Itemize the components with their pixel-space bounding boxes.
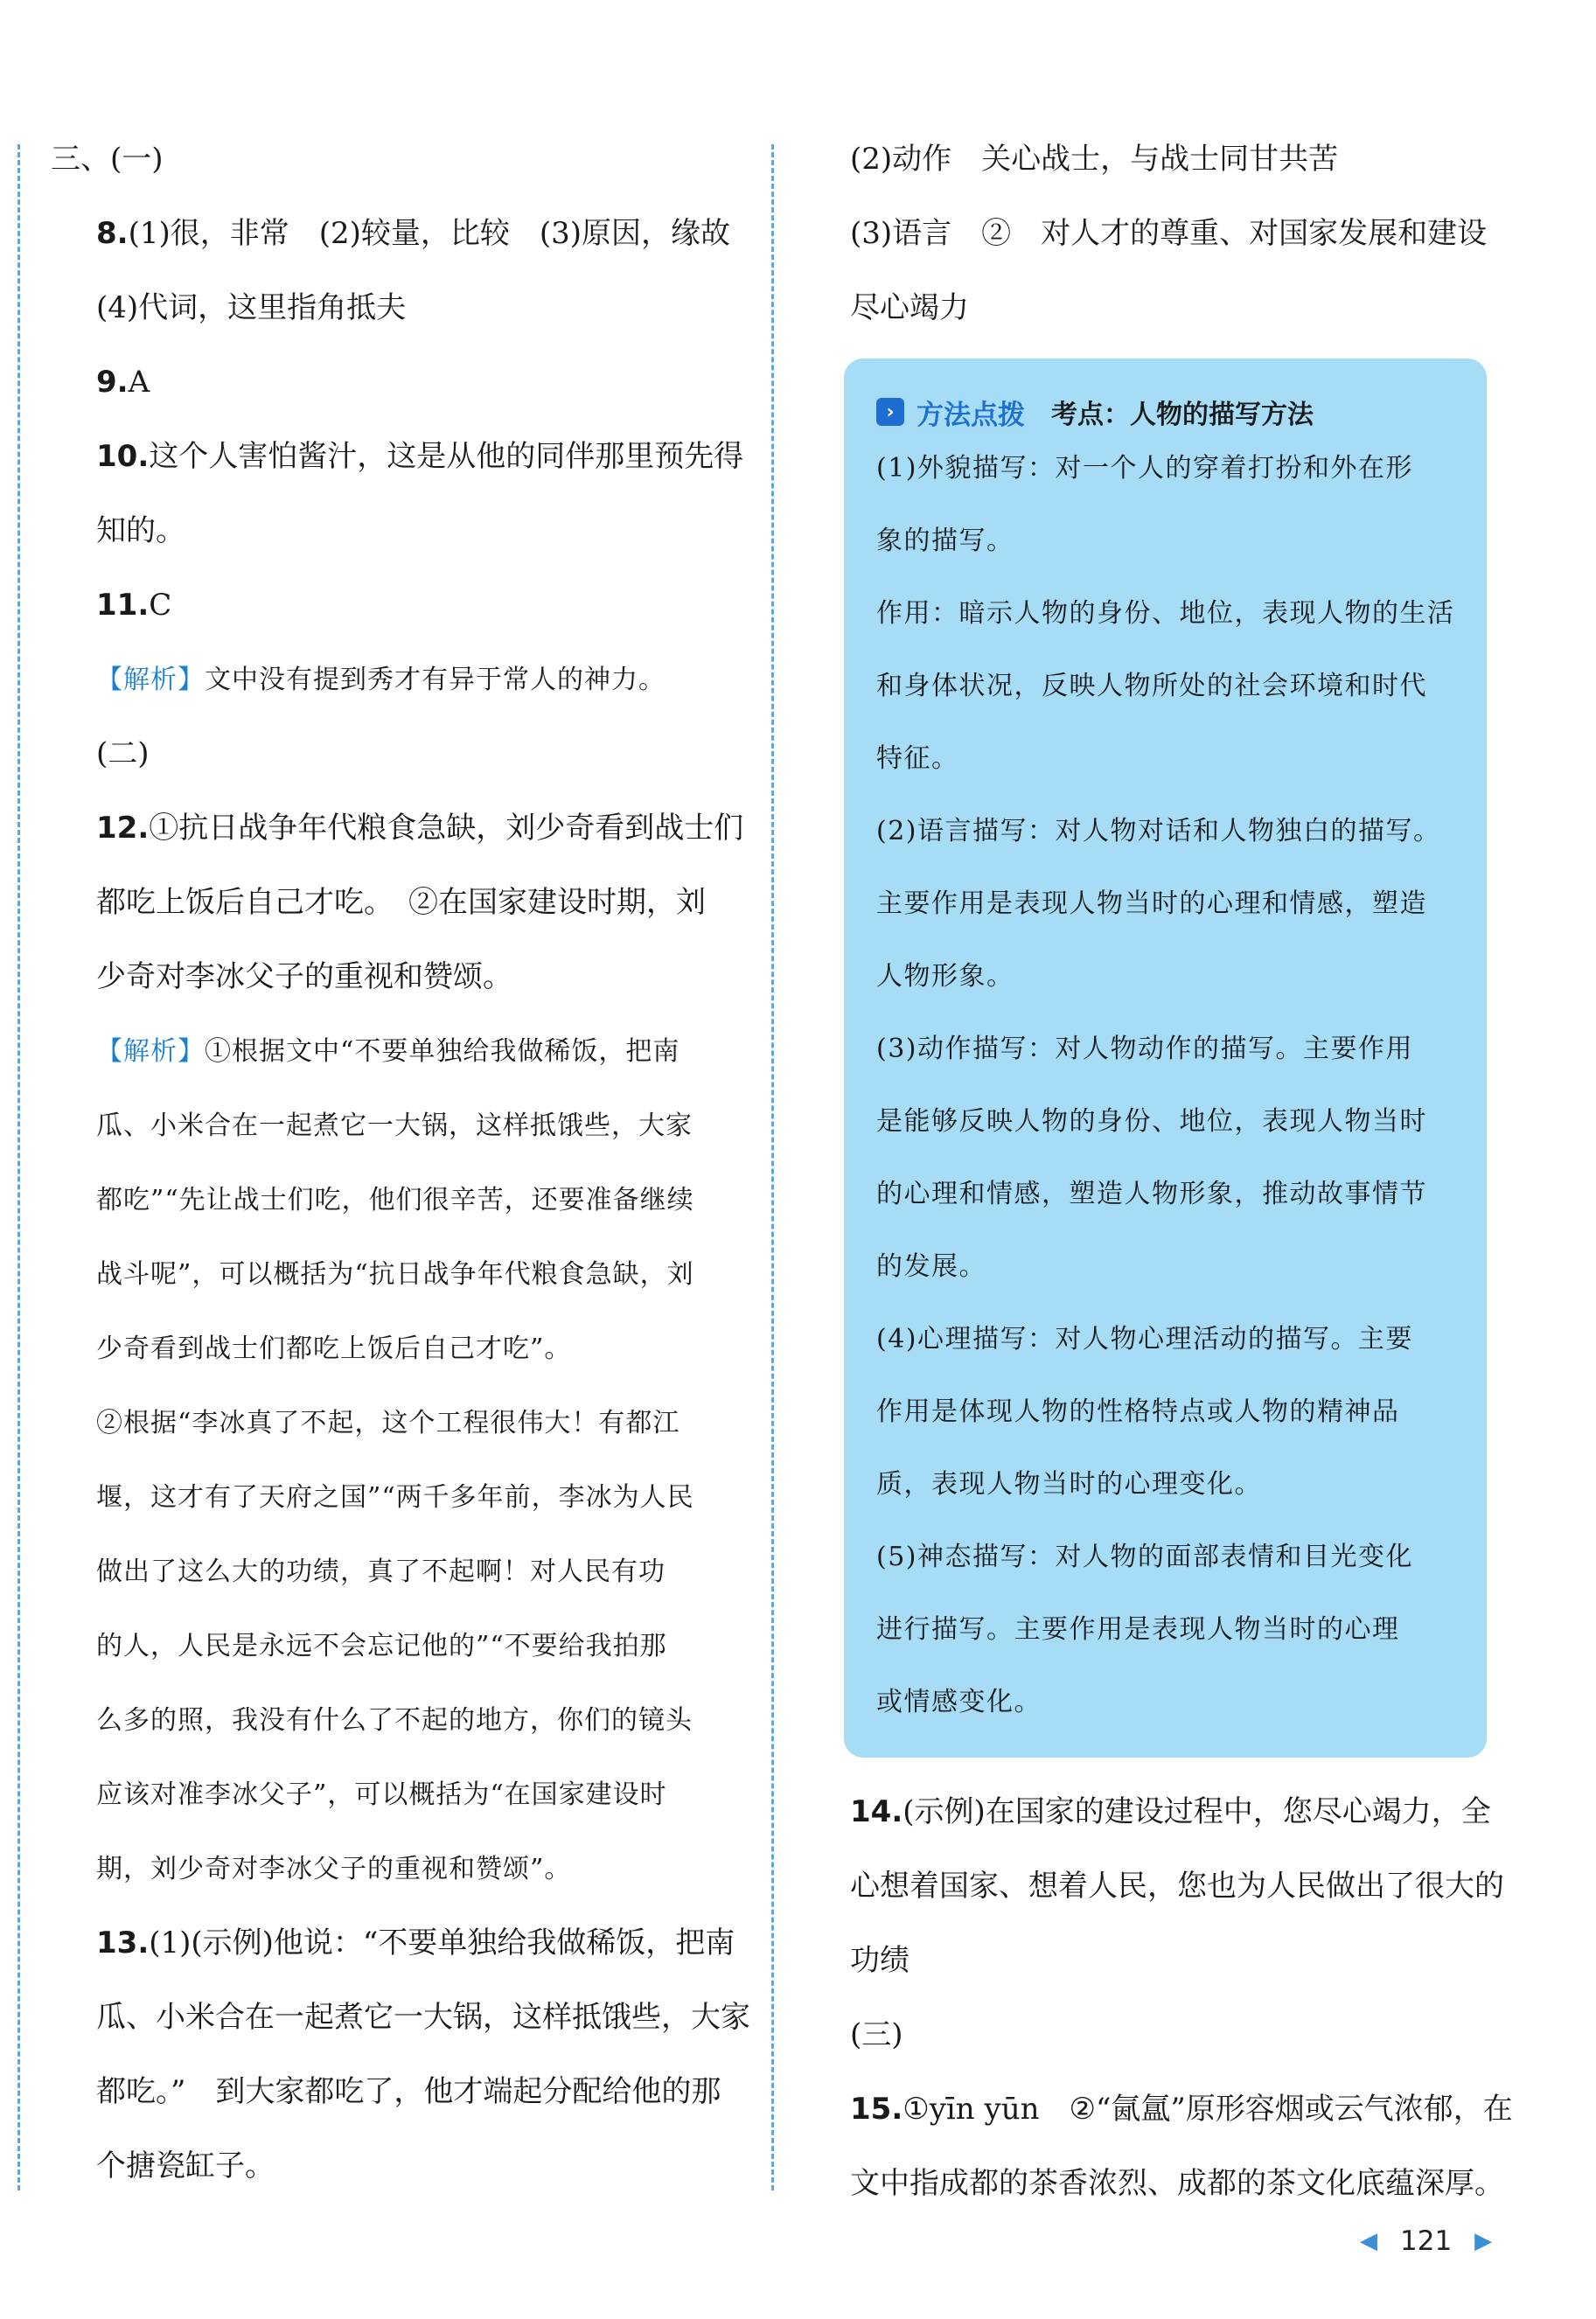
left-column-line: 做出了这么大的功绩，真了不起啊！对人民有功 (96, 1556, 666, 1587)
method-line: 的心理和情感，塑造人物形象，推动故事情节 (876, 1179, 1427, 1209)
left-dashed-rule (17, 144, 20, 2190)
left-column-line: 11.C (96, 588, 172, 623)
next-page-icon[interactable]: ▶ (1474, 2228, 1493, 2254)
right-column-top-line: (3)语言 ② 对人才的尊重、对国家发展和建设 (850, 216, 1488, 251)
right-column-bottom-line: 心想着国家、想着人民，您也为人民做出了很大的 (850, 1869, 1504, 1904)
left-column-line: 都吃。” 到大家都吃了，他才端起分配给他的那 (96, 2074, 721, 2109)
chevron-right-icon: › (876, 398, 904, 426)
method-line: 作用：暗示人物的身份、地位，表现人物的生活 (876, 598, 1455, 629)
method-line: (2)语言描写：对人物对话和人物独白的描写。 (876, 816, 1441, 846)
method-line: 进行描写。主要作用是表现人物当时的心理 (876, 1614, 1400, 1645)
left-column-line: 么多的照，我没有什么了不起的地方，你们的镜头 (96, 1705, 693, 1736)
method-topic: 考点：人物的描写方法 (1051, 400, 1314, 430)
left-column-line: 应该对准李冰父子”，可以概括为“在国家建设时 (96, 1779, 667, 1810)
right-column-top-line: 尽心竭力 (850, 290, 969, 325)
right-column-bottom-line: 14.(示例)在国家的建设过程中，您尽心竭力，全 (850, 1794, 1491, 1829)
method-line: 质，表现人物当时的心理变化。 (876, 1469, 1262, 1500)
left-column-line: 的人，人民是永远不会忘记他的”“不要给我拍那 (96, 1631, 667, 1661)
left-column-line: 堰，这才有了天府之国”“两千多年前，李冰为人民 (96, 1482, 694, 1513)
prev-page-icon[interactable]: ◀ (1360, 2228, 1377, 2254)
left-column-line: 战斗呢”，可以概括为“抗日战争年代粮食急缺，刘 (96, 1259, 694, 1290)
left-column-line: 少奇看到战士们都吃上饭后自己才吃”。 (96, 1334, 572, 1364)
left-column-line: 【解析】文中没有提到秀才有异于常人的神力。 (96, 665, 666, 695)
left-column-line: (二) (96, 736, 150, 771)
method-title: 方法点拨 (916, 399, 1025, 431)
left-column-line: 少奇对李冰父子的重视和赞颂。 (96, 959, 512, 994)
method-line: 作用是体现人物的性格特点或人物的精神品 (876, 1396, 1400, 1427)
left-column-line: 三、(一) (51, 142, 164, 177)
method-header (876, 381, 1471, 442)
method-line: 或情感变化。 (876, 1687, 1042, 1717)
method-line: 人物形象。 (876, 961, 1014, 992)
left-column (51, 131, 750, 2212)
center-dashed-rule (771, 144, 774, 2190)
left-column-line: 瓜、小米合在一起煮它一大锅，这样抵饿些，大家 (96, 2000, 750, 2035)
method-line: 的发展。 (876, 1251, 986, 1282)
right-column-top-line: (2)动作 关心战士，与战士同甘共苦 (850, 142, 1339, 177)
right-column-bottom-line: 功绩 (850, 1943, 910, 1978)
method-line: 特征。 (876, 743, 959, 774)
page-navigator (1360, 2225, 1492, 2257)
left-column-line: 瓜、小米合在一起煮它一大锅，这样抵饿些，大家 (96, 1111, 693, 1141)
right-column-bottom (850, 1784, 1513, 2230)
method-tip-box (844, 359, 1487, 1758)
right-column-bottom-line: (三) (850, 2017, 903, 2052)
right-column-bottom-line: 15.①yīn yūn ②“氤氲”原形容烟或云气浓郁，在 (850, 2092, 1513, 2127)
left-column-line: ②根据“李冰真了不起，这个工程很伟大！有都江 (96, 1408, 680, 1438)
left-column-line: 12.①抗日战争年代粮食急缺，刘少奇看到战士们 (96, 811, 744, 846)
left-column-line: 13.(1)(示例)他说：“不要单独给我做稀饭，把南 (96, 1926, 735, 1960)
left-column-line: 10.这个人害怕酱汁，这是从他的同伴那里预先得 (96, 439, 744, 474)
method-line: (4)心理描写：对人物心理活动的描写。主要 (876, 1324, 1413, 1354)
method-line: 主要作用是表现人物当时的心理和情感，塑造 (876, 888, 1427, 919)
right-column-bottom-line: 文中指成都的茶香浓烈、成都的茶文化底蕴深厚。 (850, 2166, 1504, 2201)
left-column-line: (4)代词，这里指角抵夫 (96, 290, 407, 325)
method-line: (3)动作描写：对人物动作的描写。主要作用 (876, 1034, 1413, 1064)
left-column-line: 知的。 (96, 513, 185, 548)
method-line: 是能够反映人物的身份、地位，表现人物当时 (876, 1106, 1427, 1137)
left-column-line: 期，刘少奇对李冰父子的重视和赞颂”。 (96, 1854, 572, 1884)
left-column-line: 8.(1)很，非常 (2)较量，比较 (3)原因，缘故 (96, 216, 731, 251)
method-line: (1)外貌描写：对一个人的穿着打扮和外在形 (876, 453, 1413, 484)
left-column-line: 【解析】①根据文中“不要单独给我做稀饭，把南 (96, 1036, 680, 1067)
left-column-line: 都吃”“先让战士们吃，他们很辛苦，还要准备继续 (96, 1185, 694, 1215)
method-body (876, 442, 1471, 1749)
method-line: 象的描写。 (876, 526, 1014, 556)
left-column-line: 9.A (96, 365, 150, 400)
method-line: 和身体状况，反映人物所处的社会环境和时代 (876, 671, 1427, 701)
page-number: 121 (1400, 2225, 1453, 2257)
left-column-line: 都吃上饭后自己才吃。 ②在国家建设时期，刘 (96, 885, 706, 920)
method-line: (5)神态描写：对人物的面部表情和目光变化 (876, 1542, 1413, 1572)
left-column-line: 个搪瓷缸子。 (96, 2148, 275, 2183)
right-column-top (850, 131, 1506, 354)
